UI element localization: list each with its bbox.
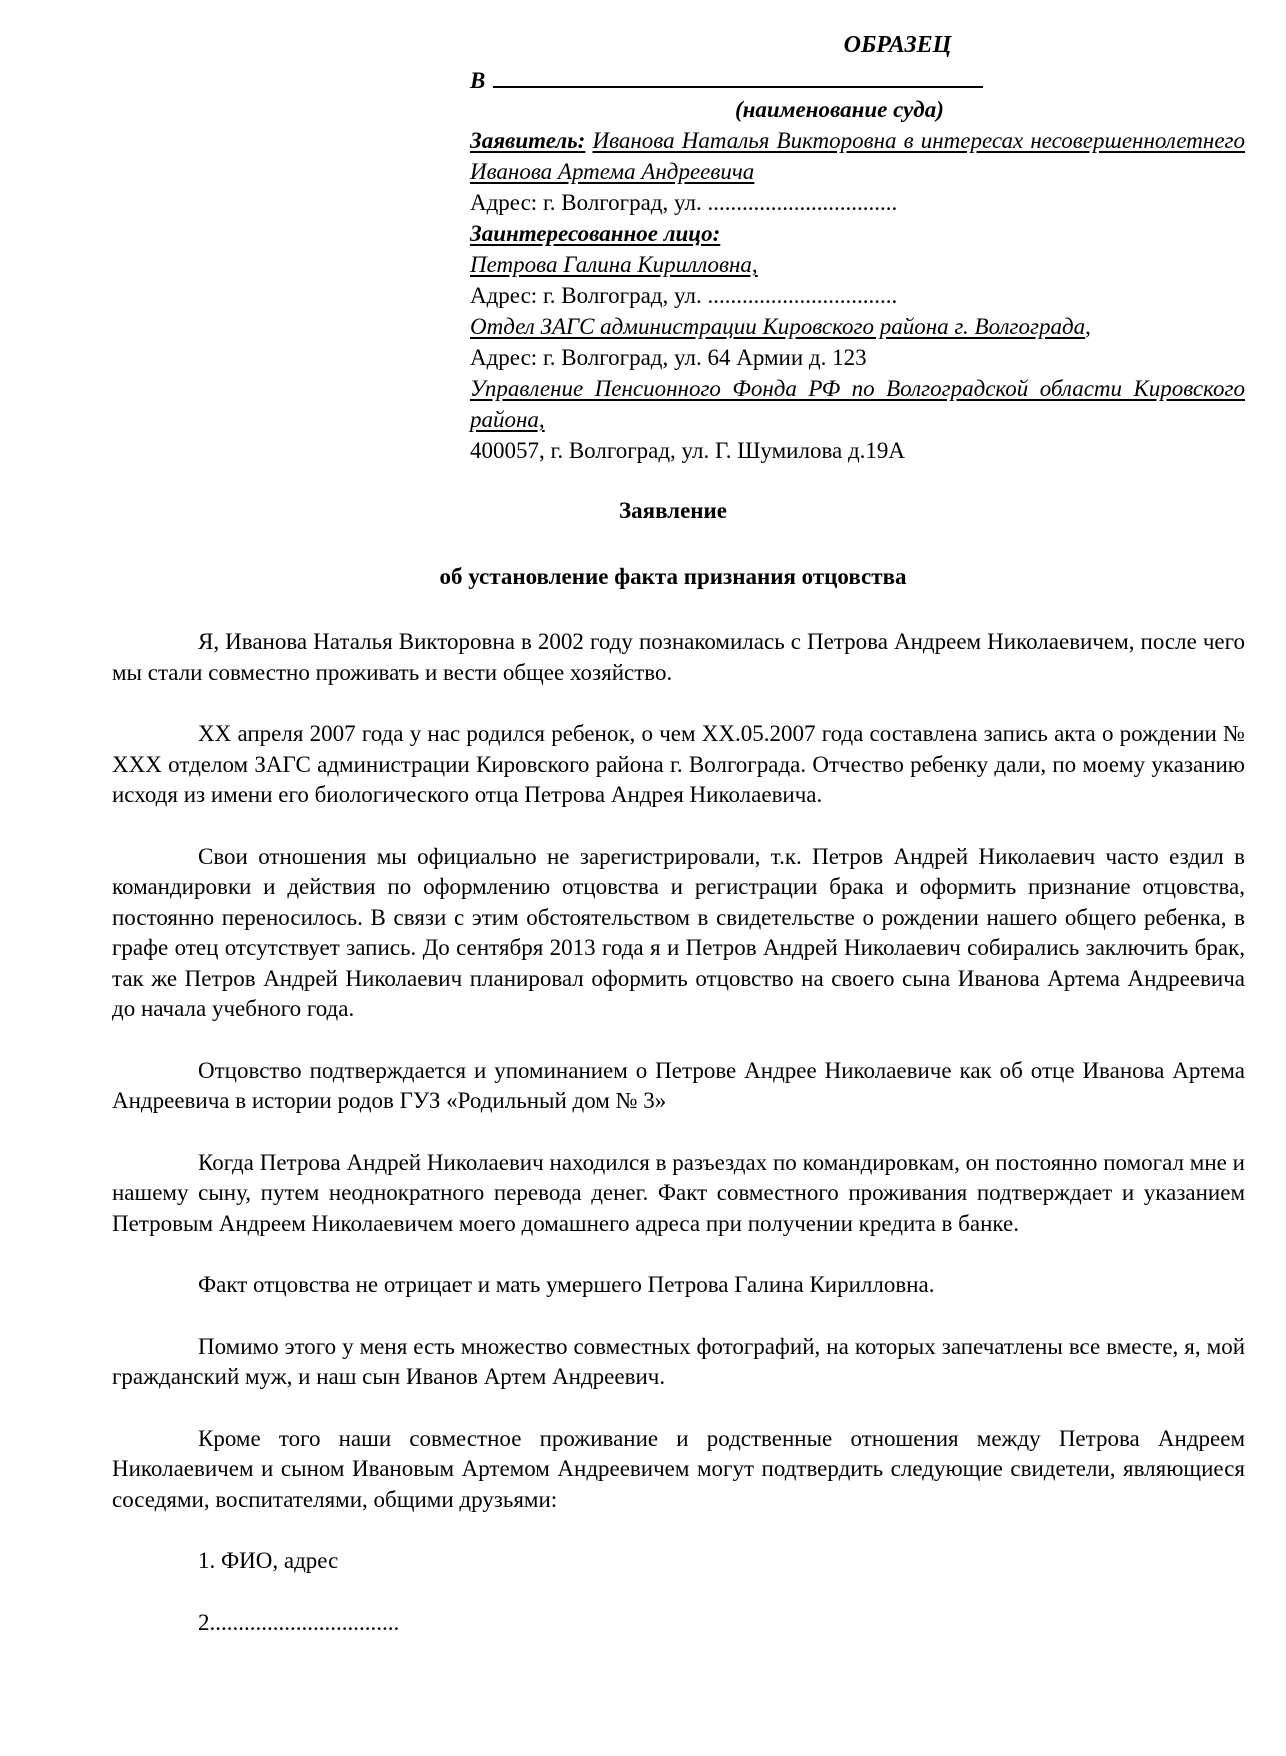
interested-label: Заинтересованное лицо: xyxy=(470,221,721,246)
pension-address: 400057, г. Волгоград, ул. Г. Шумилова д.19А xyxy=(470,438,906,463)
zags-address: Адрес: г. Волгоград, ул. 64 Армии д. 123 xyxy=(470,345,867,370)
interested-address: Адрес: г. Волгоград, ул. ................................. xyxy=(470,283,898,308)
paragraph: Когда Петрова Андрей Николаевич находился в разъездах по командировкам, он постоянно помогал мне и нашему сыну, путем неоднократного перевода денег. Факт совместного проживания подтверждает и указанием Петровым Андреем Николаевичем моего домашнего адреса при получении кредита в банке. xyxy=(112,1149,1245,1236)
applicant-block xyxy=(470,125,1245,187)
paragraph: Я, Иванова Наталья Викторовна в 2002 году познакомилась с Петрова Андреем Николаевичем, после чего мы стали совместно проживать и вести общее хозяйство. xyxy=(112,629,1245,685)
zags-name: Отдел ЗАГС администрации Кировского района г. Волгограда xyxy=(470,314,1086,339)
document-header xyxy=(470,30,1245,466)
document-title: Заявление xyxy=(618,498,728,523)
witness-item: 1. ФИО, адрес xyxy=(198,1548,339,1573)
pension-name: Управление Пенсионного Фонда РФ по Волгоградской области Кировского района, xyxy=(470,376,1245,432)
sample-label: ОБРАЗЕЦ xyxy=(843,32,952,58)
applicant-address: Адрес: г. Волгоград, ул. ................................. xyxy=(470,190,898,215)
zags-line xyxy=(470,311,1245,342)
paragraph: Помимо этого у меня есть множество совместных фотографий, на которых запечатлены все вместе, я, мой гражданский муж, и наш сын Иванов Артем Андреевич. xyxy=(112,1333,1245,1389)
applicant-label: Заявитель: xyxy=(470,128,586,153)
document-body xyxy=(112,627,1245,1669)
paragraph: Свои отношения мы официально не зарегистрировали, т.к. Петров Андрей Николаевич часто ездил в командировки и действия по оформлению отцовства и регистрации брака и оформить признание отцовства, постоянно переносилось. В связи с этим обстоятельством в свидетельстве о рождении нашего общего ребенка, в графе отец отсутствует запись. До сентября 2013 года я и Петров Андрей Николаевич собирались заключить брак, так же Петров Андрей Николаевич планировал оформить отцовство на своего сына Иванова Артема Андреевича до начала учебного года. xyxy=(112,843,1245,1021)
interested-person: Петрова Галина Кирилловна, xyxy=(470,252,758,277)
applicant-text: Иванова Наталья Викторовна в интересах несовершеннолетнего Иванова Артема Андреевича xyxy=(470,128,1246,184)
court-blank-line xyxy=(493,64,983,88)
court-line xyxy=(470,64,1245,94)
court-caption: (наименование суда) xyxy=(735,97,944,122)
paragraph: Кроме того наши совместное проживание и родственные отношения между Петрова Андреем Николаевичем и сыном Ивановым Артемом Андреевичем могут подтвердить следующие свидетели, являющиеся соседями, воспитателями, общими друзьями: xyxy=(112,1425,1245,1512)
paragraph: Факт отцовства не отрицает и мать умершего Петрова Галина Кирилловна. xyxy=(198,1272,935,1297)
court-prefix: В xyxy=(470,68,486,93)
witness-item: 2................................. xyxy=(198,1609,400,1635)
zags-comma: , xyxy=(1085,314,1091,339)
paragraph: Отцовство подтверждается и упоминанием о Петрове Андрее Николаевиче как об отце Иванова Артема Андреевича в истории родов ГУЗ «Родильный дом № 3» xyxy=(112,1057,1245,1113)
document-subtitle: об установление факта признания отцовства xyxy=(439,564,907,589)
paragraph: XX апреля 2007 года у нас родился ребенок, о чем XX.05.2007 года составлена запись акта о рождении № XXX отделом ЗАГС администрации Кировского района г. Волгограда. Отчество ребенку дали, по моему указанию исходя из имени его биологического отца Петрова Андрея Николаевича. xyxy=(112,721,1245,807)
